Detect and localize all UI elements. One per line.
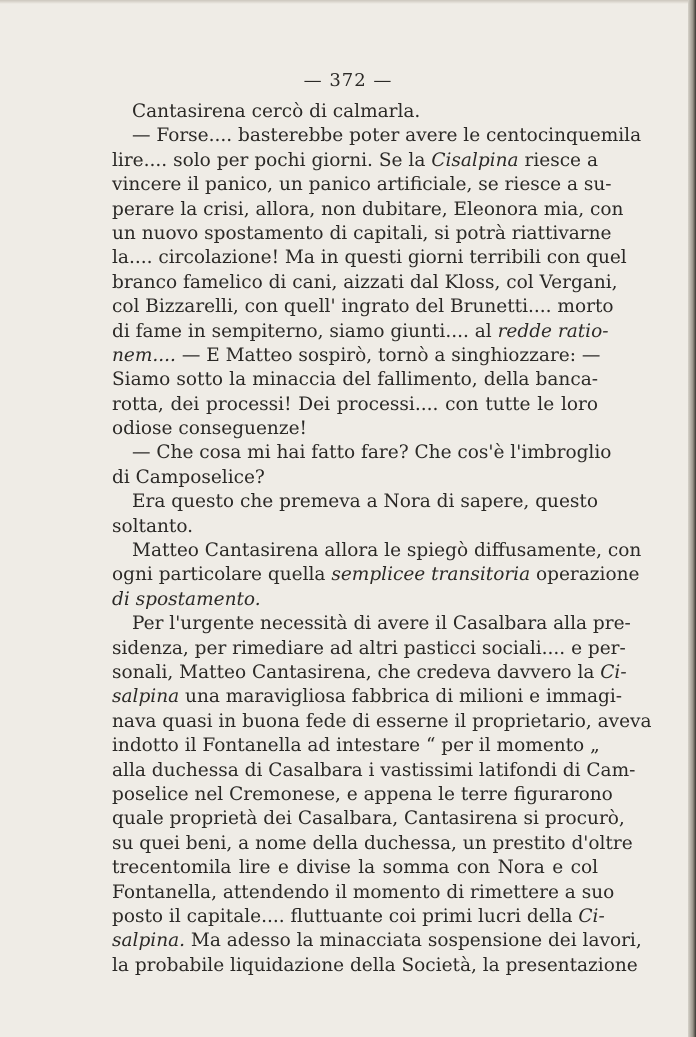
text-line: sidenza, per rimediare ad altri pasticci sociali.... e per-: [112, 637, 626, 659]
text-line: perare la crisi, allora, non dubitare, Eleonora mia, con: [112, 198, 624, 220]
text-line: — Forse.... basterebbe poter avere le centocinquemila: [132, 125, 642, 147]
text-line: — Che cosa mi hai fatto fare? Che cos'è l'imbroglio: [132, 442, 612, 464]
text-line: vincere il panico, un panico artificiale, se riesce a su-: [112, 174, 612, 196]
italic-phrase: semplicee transitoria: [331, 564, 531, 586]
text-line: su quei beni, a nome della duchessa, un prestito d'oltre: [112, 832, 633, 854]
text-line: di Camposelice?: [112, 466, 265, 488]
text-line: Fontanella, attendendo il momento di rimettere a suo: [112, 881, 615, 903]
italic-phrase: Ci-: [600, 661, 627, 683]
text-line: la probabile liquidazione della Società, la presentazione: [112, 954, 638, 976]
text-line: Era questo che premeva a Nora di sapere, questo: [132, 491, 598, 513]
text-line: Cantasirena cercò di calmarla.: [132, 101, 421, 122]
text-line: indotto il Fontanella ad intestare “ per il momento „: [112, 735, 600, 757]
text-segment: Ma adesso la minacciata sospensione dei lavori,: [185, 930, 642, 952]
text-line: [112, 320, 609, 344]
text-line: [112, 685, 623, 709]
text-line: [112, 661, 627, 685]
italic-phrase: salpina.: [112, 930, 186, 952]
text-line: [112, 588, 598, 612]
text-line: col Bizzarelli, con quell' ingrato del Brunetti.... morto: [112, 296, 614, 318]
text-line: soltanto.: [112, 515, 194, 537]
text-line: alla duchessa di Casalbara i vastissimi latifondi di Cam-: [112, 759, 636, 781]
page-top-edge: [0, 0, 696, 4]
text-segment: posto il capitale.... fluttuante coi primi lucri della: [112, 905, 579, 927]
italic-phrase: di spostamento.: [112, 588, 261, 610]
italic-phrase: Ci-: [578, 905, 605, 927]
text-line: Siamo sotto la minaccia del fallimento, della banca-: [112, 369, 598, 391]
text-segment: — E Matteo sospirò, tornò a singhiozzare: —: [175, 344, 601, 366]
text-line: quale proprietà dei Casalbara, Cantasirena si procurò,: [112, 808, 625, 830]
italic-phrase: salpina: [112, 686, 180, 708]
text-line: la.... circolazione! Ma in questi giorni terribili con quel: [112, 247, 627, 269]
text-line: [112, 149, 598, 173]
italic-phrase: redde ratio-: [497, 320, 609, 342]
text-segment: sonali, Matteo Cantasirena, che credeva davvero la: [112, 661, 601, 683]
text-segment: di fame in sempiterno, siamo giunti.... al: [112, 320, 498, 342]
italic-phrase: Cisalpina: [431, 149, 519, 171]
text-line: [112, 344, 601, 368]
text-line: branco famelico di cani, aizzati dal Kloss, col Vergani,: [112, 271, 618, 293]
text-line: rotta, dei processi! Dei processi.... con tutte le loro: [112, 393, 598, 415]
text-segment: una maravigliosa fabbrica di milioni e immagi-: [179, 686, 623, 708]
text-segment: riesce a: [518, 149, 598, 171]
text-line: un nuovo spostamento di capitali, si potrà riattivarne: [112, 222, 612, 244]
text-line: [112, 905, 605, 929]
text-segment: operazione: [530, 564, 640, 586]
text-line: [112, 929, 642, 953]
page-number: — 372 —: [303, 70, 393, 91]
text-line: Matteo Cantasirena allora le spiegò diffusamente, con: [132, 540, 642, 562]
text-line: poselice nel Cremonese, e appena le terre figurarono: [112, 783, 613, 805]
text-line: odiose conseguenze!: [112, 418, 307, 440]
text-line: trecentomila lire e divise la somma con Nora e col: [112, 857, 598, 879]
text-segment: ogni particolare quella: [112, 564, 332, 586]
text-segment: lire.... solo per pochi giorni. Se la: [112, 149, 432, 171]
italic-phrase: nem....: [112, 344, 176, 366]
text-line: [112, 563, 640, 587]
text-line: Per l'urgente necessità di avere il Casalbara alla pre-: [132, 613, 631, 635]
text-line: nava quasi in buona fede di esserne il proprietario, aveva: [112, 710, 652, 732]
page-binding-edge: [688, 0, 696, 1037]
body-text: [112, 100, 652, 978]
